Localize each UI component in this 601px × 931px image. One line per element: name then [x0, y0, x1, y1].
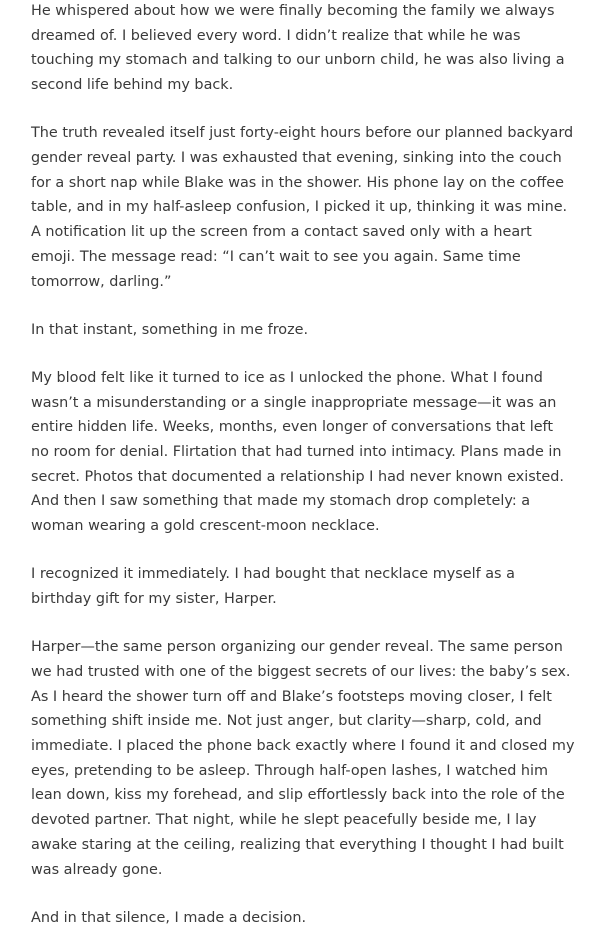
paragraph: He whispered about how we were finally becoming the family we always dreamed of. I believed every word. I didn’t realize that while he was touching my stomach and talking to our unborn child, he was also living a second life behind my back.	[31, 3, 565, 94]
paragraph: And in that silence, I made a decision.	[31, 909, 307, 926]
paragraph: The truth revealed itself just forty-eight hours before our planned backyard gender reveal party. I was exhausted that evening, sinking into the couch for a short nap while Blake was in the shower. His phone lay on the coffee table, and in my half-asleep confusion, I picked it up, thinking it was mine. A notification lit up the screen from a contact saved only with a heart emoji. The message read: “I can’t wait to see you again. Same time tomorrow, darling.”	[31, 125, 574, 290]
paragraph: My blood felt like it turned to ice as I unlocked the phone. What I found wasn’t a misunderstanding or a single inappropriate message—it was an entire hidden life. Weeks, months, even longer of conversations that left no room for denial. Flirtation that had turned into intimacy. Plans made in secret. Photos that documented a relationship I had never known existed. And then I saw something that made my stomach drop completely: a woman wearing a gold crescent-moon necklace.	[31, 369, 564, 535]
paragraph: Harper—the same person organizing our gender reveal. The same person we had trusted with one of the biggest secrets of our lives: the baby’s sex. As I heard the shower turn off and Blake’s footsteps moving closer, I felt something shift inside me. Not just anger, but clarity—sharp, cold, and immediate. I placed the phone back exactly where I found it and closed my eyes, pretending to be asleep. Through half-open lashes, I watched him lean down, kiss my forehead, and slip effortlessly back into the role of the devoted partner. That night, while he slept peacefully beside me, I lay awake staring at the ceiling, realizing that everything I thought I had built was already gone.	[31, 639, 575, 878]
paragraph: In that instant, something in me froze.	[31, 321, 309, 338]
paragraph: I recognized it immediately. I had bought that necklace myself as a birthday gift for my sister, Harper.	[31, 566, 515, 608]
